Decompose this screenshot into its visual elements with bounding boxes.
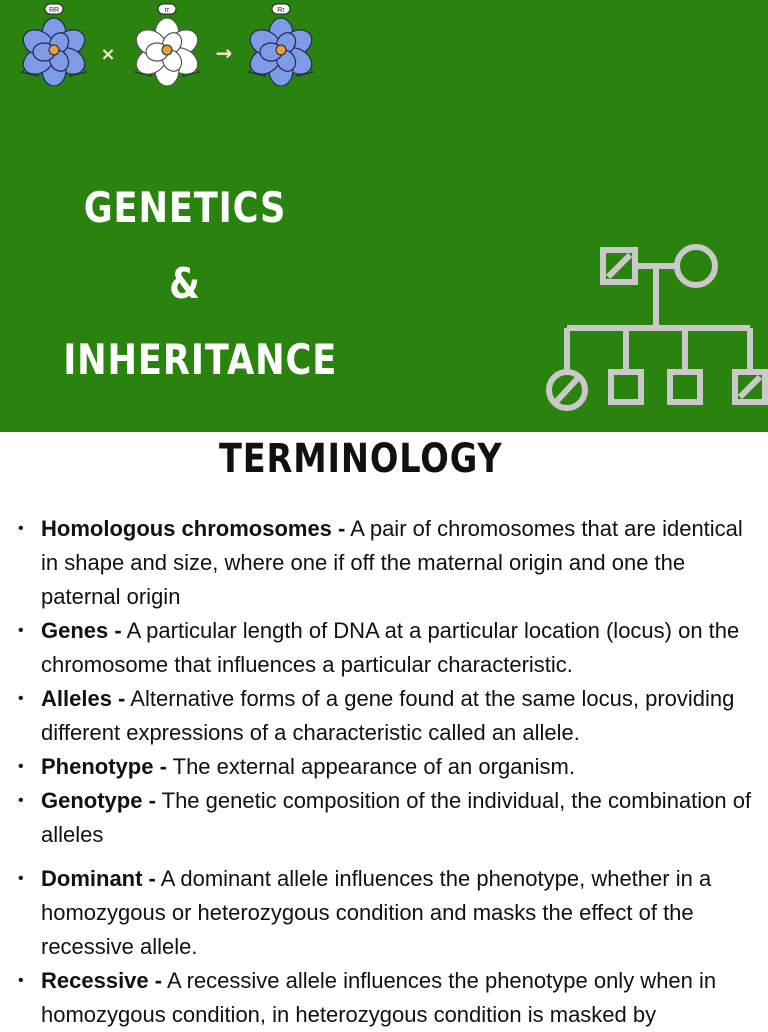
- term-name: Homologous chromosomes -: [41, 516, 346, 541]
- flower-cross-illustration: [8, 2, 328, 86]
- term-name: Dominant -: [41, 866, 156, 891]
- list-item: [0, 682, 768, 750]
- bullet-icon: •: [18, 520, 24, 537]
- bullet-icon: •: [18, 972, 24, 989]
- bullet-icon: •: [18, 870, 24, 887]
- pedigree-chart-icon: [540, 238, 768, 418]
- list-item: [0, 614, 768, 682]
- parent2-flower: [132, 4, 203, 86]
- title-line-3: INHERITANCE: [63, 335, 338, 384]
- term-definition: The external appearance of an organism.: [172, 754, 575, 779]
- term-name: Alleles -: [41, 686, 126, 711]
- parent1-flower: [19, 4, 90, 86]
- cross-arrow: →: [215, 41, 233, 65]
- list-item: [0, 964, 768, 1032]
- term-definition: The genetic composition of the individual, the combination of alleles: [41, 788, 752, 847]
- page-title: [40, 170, 338, 398]
- term-definition: A pair of chromosomes that are identical in shape and size, where one if off the maternal origin and one the paternal origin: [41, 516, 743, 609]
- list-item: [0, 784, 768, 852]
- term-name: Recessive -: [41, 968, 163, 993]
- list-item: [0, 750, 768, 784]
- list-item: [0, 862, 768, 964]
- parent2-label: rr: [164, 7, 170, 14]
- term-name: Genes -: [41, 618, 122, 643]
- bullet-icon: •: [18, 758, 24, 775]
- bullet-icon: •: [18, 690, 24, 707]
- term-definition: A recessive allele influences the phenotype only when in homozygous condition, in heterozygous condition is masked by: [41, 968, 717, 1027]
- section-heading: TERMINOLOGY: [219, 436, 503, 482]
- term-name: Phenotype -: [41, 754, 167, 779]
- bullet-icon: •: [18, 792, 24, 809]
- cross-operator: ×: [100, 44, 116, 65]
- list-item: [0, 512, 768, 614]
- terminology-list: [0, 512, 768, 1032]
- bullet-icon: •: [18, 622, 24, 639]
- header-banner: [0, 0, 768, 432]
- term-definition: A particular length of DNA at a particular location (locus) on the chromosome that influences a particular characteristic.: [41, 618, 740, 677]
- parent1-label: RR: [48, 7, 60, 14]
- offspring-label: Rr: [277, 7, 285, 14]
- term-definition: A dominant allele influences the phenotype, whether in a homozygous or heterozygous condition and masks the effect of the recessive allele.: [41, 866, 712, 959]
- offspring-flower: [246, 4, 317, 86]
- term-definition: Alternative forms of a gene found at the same locus, providing different expressions of a characteristic called an allele.: [41, 686, 735, 745]
- title-line-1: GENETICS: [83, 183, 287, 232]
- term-name: Genotype -: [41, 788, 156, 813]
- title-line-2: &: [169, 259, 201, 308]
